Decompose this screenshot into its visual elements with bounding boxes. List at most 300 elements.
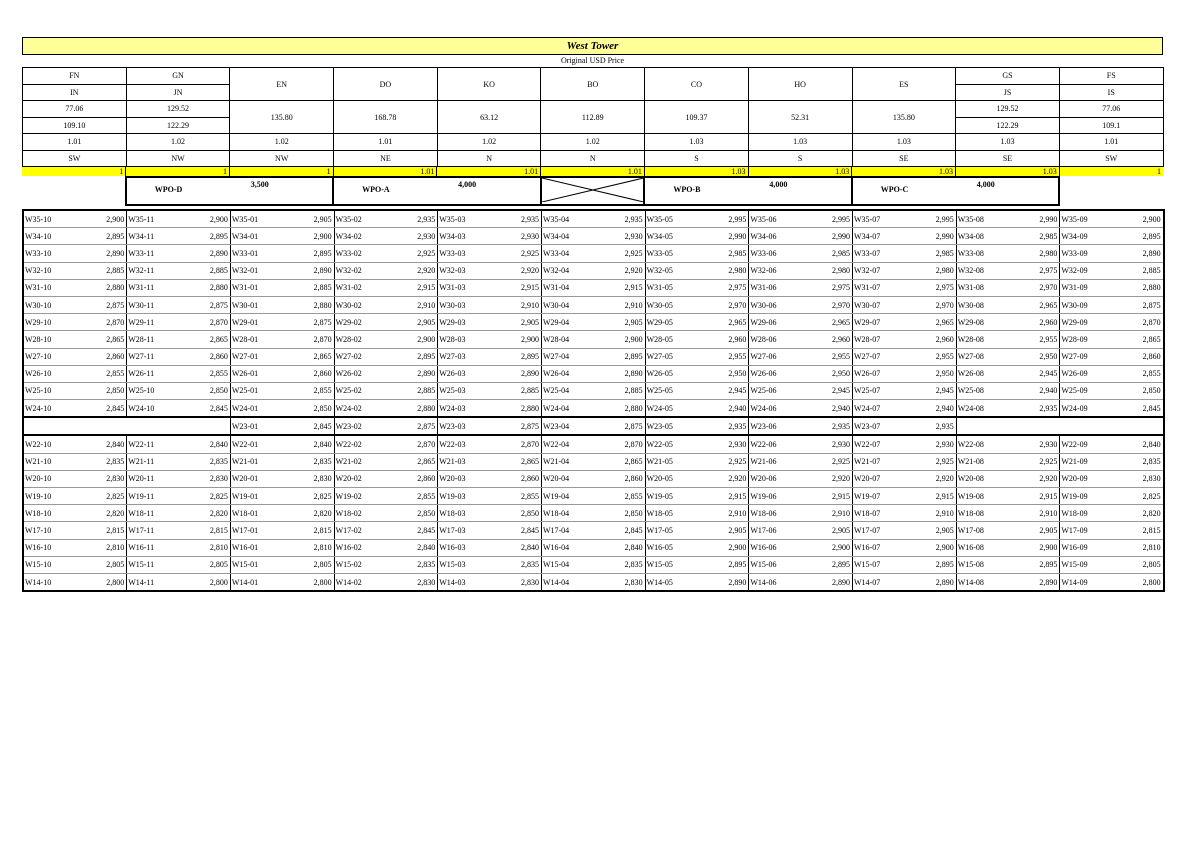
unit-id: W14-11 [127,573,178,591]
wpo-group-value: 3,500 [250,180,269,189]
unit-id: W29-03 [438,314,489,331]
unit-price: 2,855 [74,365,127,382]
unit-price: 2,895 [696,556,749,573]
unit-price: 2,810 [281,539,334,556]
unit-price: 2,800 [1111,573,1164,591]
unit-id: W18-08 [956,505,1007,522]
unit-id: W25-07 [853,382,904,399]
unit-price: 2,840 [1111,435,1164,453]
unit-id: W21-08 [956,453,1007,470]
unit-price: 2,870 [74,314,127,331]
unit-id: W17-07 [853,522,904,539]
unit-price: 2,970 [800,296,853,313]
original-price: 52.31 [748,101,852,134]
original-price-2: 122.29 [956,117,1060,134]
original-price: 109.37 [645,101,749,134]
unit-price: 2,850 [489,505,542,522]
unit-id: W33-04 [541,245,592,262]
orientation: SW [1059,150,1163,167]
unit-price: 2,990 [904,228,957,245]
unit-price: 2,860 [281,365,334,382]
unit-price: 2,910 [800,505,853,522]
unit-price: 2,930 [1007,435,1060,453]
header-table [22,67,1164,167]
unit-price: 2,850 [74,382,127,399]
unit-id: W22-05 [645,435,696,453]
unit-id: W25-05 [645,382,696,399]
unit-id: W15-07 [853,556,904,573]
table-row [23,453,1164,470]
unit-id: W16-06 [749,539,800,556]
unit-id: W15-02 [334,556,385,573]
original-price: 129.52 [956,101,1060,118]
unit-id: W14-01 [230,573,281,591]
unit-id: W20-10 [23,470,74,487]
unit-price: 2,910 [1007,505,1060,522]
unit-price: 2,915 [1007,488,1060,505]
unit-id: W34-02 [334,228,385,245]
unit-price: 2,810 [178,539,231,556]
unit-price: 2,910 [904,505,957,522]
unit-id: W31-07 [853,279,904,296]
price-factor: 1 [22,167,126,176]
unit-price: 2,895 [281,245,334,262]
unit-price: 2,875 [592,417,645,435]
unit-id: W14-07 [853,573,904,591]
unit-id: W22-09 [1060,435,1111,453]
unit-id: W16-08 [956,539,1007,556]
unit-id: W26-08 [956,365,1007,382]
unit-id: W33-06 [749,245,800,262]
unit-id: W16-04 [541,539,592,556]
unit-id: W17-04 [541,522,592,539]
unit-id: W19-09 [1060,488,1111,505]
orientation: NE [334,150,438,167]
unit-price: 2,810 [74,539,127,556]
unit-price: 2,880 [178,279,231,296]
column-subcode: IN [23,84,127,101]
unit-price: 2,875 [74,296,127,313]
unit-id: W28-06 [749,331,800,348]
unit-price: 2,935 [696,417,749,435]
unit-price: 2,825 [178,488,231,505]
unit-price: 2,945 [696,382,749,399]
unit-id: W14-04 [541,573,592,591]
unit-price: 2,870 [489,435,542,453]
unit-price: 2,870 [592,435,645,453]
unit-price: 2,895 [74,228,127,245]
unit-id: W17-11 [127,522,178,539]
unit-price: 2,955 [696,348,749,365]
unit-id: W27-01 [230,348,281,365]
unit-price: 2,885 [178,262,231,279]
unit-price: 2,815 [1111,522,1164,539]
unit-id: W14-03 [438,573,489,591]
unit-price: 2,845 [281,417,334,435]
column-code: GS [956,68,1060,85]
unit-price: 2,815 [281,522,334,539]
original-price-2: 109.1 [1059,117,1163,134]
unit-id: W20-11 [127,470,178,487]
unit-id: W32-07 [853,262,904,279]
unit-price: 2,900 [592,331,645,348]
unit-price: 2,860 [489,470,542,487]
unit-id: W23-05 [645,417,696,435]
unit-id: W19-10 [23,488,74,505]
unit-price: 2,985 [696,245,749,262]
unit-price: 2,895 [178,228,231,245]
unit-price: 2,855 [489,488,542,505]
unit-price: 2,885 [74,262,127,279]
unit-price: 2,900 [800,539,853,556]
unit-price: 2,855 [592,488,645,505]
cross-mark-icon [542,178,644,202]
unit-id: W22-01 [230,435,281,453]
unit-price: 2,830 [385,573,438,591]
unit-price: 2,925 [904,453,957,470]
table-row [23,470,1164,487]
unit-price: 2,875 [385,417,438,435]
column-subcode: JN [126,84,230,101]
table-row [23,210,1164,228]
unit-id: W18-04 [541,505,592,522]
unit-price: 2,905 [489,314,542,331]
view-factor: 1.02 [126,134,230,151]
unit-id: W25-10 [127,382,178,399]
unit-price: 2,935 [1007,400,1060,418]
unit-id: W21-11 [127,453,178,470]
unit-id: W22-11 [127,435,178,453]
unit-price: 2,910 [592,296,645,313]
unit-id: W24-04 [541,400,592,418]
unit-price: 2,830 [592,573,645,591]
unit-id: W22-03 [438,435,489,453]
unit-price: 2,945 [904,382,957,399]
original-price: 112.89 [541,101,645,134]
unit-price: 2,845 [489,522,542,539]
unit-id: W16-10 [23,539,74,556]
unit-id: W17-06 [749,522,800,539]
unit-price: 2,920 [800,470,853,487]
orientation: N [437,150,541,167]
unit-id: W31-04 [541,279,592,296]
unit-price: 2,925 [592,245,645,262]
unit-price: 2,985 [1007,228,1060,245]
unit-price: 2,865 [489,453,542,470]
unit-price: 2,850 [592,505,645,522]
orientation: N [541,150,645,167]
unit-id: W24-07 [853,400,904,418]
unit-price: 2,935 [385,210,438,228]
table-row [23,505,1164,522]
view-factor: 1.01 [23,134,127,151]
unit-price: 2,920 [489,262,542,279]
unit-id: W28-02 [334,331,385,348]
unit-id: W19-02 [334,488,385,505]
unit-price: 2,980 [1007,245,1060,262]
view-factor: 1.02 [230,134,334,151]
unit-price: 2,890 [592,365,645,382]
unit-id: W32-03 [438,262,489,279]
unit-price: 2,885 [385,382,438,399]
unit-id: W35-10 [23,210,74,228]
unit-id: W26-06 [749,365,800,382]
unit-price: 2,845 [74,400,127,418]
unit-price: 2,865 [385,453,438,470]
unit-price: 2,885 [1111,262,1164,279]
unit-price: 2,930 [385,228,438,245]
unit-id: W35-05 [645,210,696,228]
unit-price: 2,855 [385,488,438,505]
unit-id: W32-04 [541,262,592,279]
unit-price: 2,905 [800,522,853,539]
column-code: GN [126,68,230,85]
unit-id: W27-06 [749,348,800,365]
unit-id: W30-03 [438,296,489,313]
unit-price: 2,805 [1111,556,1164,573]
unit-price: 2,835 [489,556,542,573]
unit-id: W28-08 [956,331,1007,348]
unit-id: W23-02 [334,417,385,435]
unit-price: 2,915 [904,488,957,505]
unit-price: 2,905 [385,314,438,331]
unit-price: 2,890 [74,245,127,262]
unit-id: W27-11 [127,348,178,365]
unit-id: W28-01 [230,331,281,348]
original-price-2: 122.29 [126,117,230,134]
price-factor: 1.01 [333,167,437,176]
price-factor: 1.01 [437,167,541,176]
unit-id: W16-01 [230,539,281,556]
unit-id: W17-02 [334,522,385,539]
unit-price: 2,915 [489,279,542,296]
unit-id: W33-10 [23,245,74,262]
unit-price: 2,865 [592,453,645,470]
unit-id: W18-03 [438,505,489,522]
unit-id: W24-10 [127,400,178,418]
wpo-group-name: WPO-C [880,185,909,194]
unit-id: W33-11 [127,245,178,262]
unit-id: W34-03 [438,228,489,245]
unit-id: W25-08 [956,382,1007,399]
unit-id: W29-10 [23,314,74,331]
unit-id: W34-07 [853,228,904,245]
unit-price: 2,865 [74,331,127,348]
unit-price: 2,890 [800,573,853,591]
column-code: KO [437,68,541,101]
unit-id: W32-09 [1060,262,1111,279]
price-factor: 1 [229,167,333,176]
view-factor: 1.01 [334,134,438,151]
unit-id: W26-03 [438,365,489,382]
unit-price: 2,870 [178,314,231,331]
unit-price: 2,895 [904,556,957,573]
unit-price: 2,900 [1111,210,1164,228]
unit-id: W35-11 [127,210,178,228]
wpo-group [852,177,1059,205]
unit-id: W21-03 [438,453,489,470]
unit-price: 2,880 [74,279,127,296]
unit-price: 2,940 [904,400,957,418]
unit-id: W29-08 [956,314,1007,331]
unit-id: W35-09 [1060,210,1111,228]
unit-price: 2,925 [489,245,542,262]
unit-price: 2,950 [696,365,749,382]
unit-id: W33-01 [230,245,281,262]
unit-id: W19-01 [230,488,281,505]
unit-id: W31-01 [230,279,281,296]
unit-price: 2,975 [904,279,957,296]
view-factor: 1.02 [541,134,645,151]
unit-id: W21-05 [645,453,696,470]
unit-id: W33-08 [956,245,1007,262]
unit-price: 2,895 [800,556,853,573]
unit-price: 2,830 [281,470,334,487]
unit-price: 2,860 [178,348,231,365]
unit-id: W17-01 [230,522,281,539]
unit-price: 2,985 [800,245,853,262]
original-price: 135.80 [852,101,956,134]
table-row [23,262,1164,279]
column-code: EN [230,68,334,101]
unit-id: W26-02 [334,365,385,382]
unit-id: W15-04 [541,556,592,573]
unit-id: W24-09 [1060,400,1111,418]
unit-id: W20-04 [541,470,592,487]
unit-price: 2,930 [592,228,645,245]
unit-id: W18-02 [334,505,385,522]
unit-id: W32-02 [334,262,385,279]
unit-id: W19-08 [956,488,1007,505]
unit-price: 2,850 [178,382,231,399]
unit-id: W27-04 [541,348,592,365]
unit-id: W27-10 [23,348,74,365]
column-subcode: JS [956,84,1060,101]
unit-price: 2,905 [281,210,334,228]
unit-price: 2,870 [1111,314,1164,331]
unit-id: W14-09 [1060,573,1111,591]
unit-id: W34-08 [956,228,1007,245]
unit-price: 2,975 [800,279,853,296]
unit-price: 2,960 [696,331,749,348]
unit-price: 2,855 [178,365,231,382]
unit-price: 2,900 [74,210,127,228]
unit-id: W24-03 [438,400,489,418]
unit-price: 2,860 [1111,348,1164,365]
unit-price: 2,885 [592,382,645,399]
unit-id: W31-02 [334,279,385,296]
unit-price: 2,860 [74,348,127,365]
unit-price: 2,830 [74,470,127,487]
unit-price: 2,900 [489,331,542,348]
unit-price: 2,990 [800,228,853,245]
unit-id: W29-09 [1060,314,1111,331]
table-row [23,417,1164,435]
orientation: NW [230,150,334,167]
unit-id: W31-08 [956,279,1007,296]
unit-id: W33-07 [853,245,904,262]
unit-id: W28-03 [438,331,489,348]
unit-id: W29-05 [645,314,696,331]
unit-id: W20-08 [956,470,1007,487]
unit-id: W29-01 [230,314,281,331]
unit-id: W22-04 [541,435,592,453]
unit-id: W35-02 [334,210,385,228]
unit-price: 2,905 [904,522,957,539]
unit-id: W24-05 [645,400,696,418]
unit-price: 2,960 [800,331,853,348]
unit-price: 2,865 [281,348,334,365]
sheet-title: West Tower [22,37,1163,55]
unit-price: 2,800 [178,573,231,591]
unit-id: W22-07 [853,435,904,453]
group-row [22,176,1163,206]
unit-id: W23-07 [853,417,904,435]
unit-price: 2,940 [1007,382,1060,399]
wpo-group-value: 4,000 [458,180,477,189]
unit-id: W18-07 [853,505,904,522]
unit-price: 2,965 [904,314,957,331]
unit-id: W19-05 [645,488,696,505]
unit-price: 2,820 [74,505,127,522]
price-factor: 1.03 [955,167,1059,176]
unit-price: 2,900 [385,331,438,348]
unit-id: W30-01 [230,296,281,313]
unit-price: 2,965 [696,314,749,331]
unit-id: W27-05 [645,348,696,365]
unit-price: 2,930 [696,435,749,453]
unit-id: W14-10 [23,573,74,591]
table-row [23,228,1164,245]
unit-id: W31-05 [645,279,696,296]
unit-price: 2,910 [385,296,438,313]
unit-price: 2,850 [385,505,438,522]
unit-id: W19-07 [853,488,904,505]
unit-price: 2,935 [800,417,853,435]
unit-id: W25-01 [230,382,281,399]
unit-id: W24-10 [23,400,74,418]
unit-id: W27-02 [334,348,385,365]
unit-id: W31-11 [127,279,178,296]
unit-id: W22-08 [956,435,1007,453]
unit-id: W15-01 [230,556,281,573]
unit-price: 2,905 [696,522,749,539]
unit-id: W21-06 [749,453,800,470]
view-factor: 1.01 [1059,134,1163,151]
unit-id: W30-02 [334,296,385,313]
unit-price: 2,830 [489,573,542,591]
unit-price: 2,945 [800,382,853,399]
unit-price: 2,880 [592,400,645,418]
unit-id: W25-06 [749,382,800,399]
orientation: SW [23,150,127,167]
unit-id: W22-06 [749,435,800,453]
unit-id: W29-07 [853,314,904,331]
unit-id: W18-11 [127,505,178,522]
unit-id: W31-10 [23,279,74,296]
wpo-group [644,177,851,205]
unit-id: W15-08 [956,556,1007,573]
unit-id: W25-04 [541,382,592,399]
unit-id: W26-05 [645,365,696,382]
unit-id: W34-09 [1060,228,1111,245]
unit-price: 2,845 [1111,400,1164,418]
price-factor: 1.03 [852,167,956,176]
unit-id: W34-04 [541,228,592,245]
unit-id: W14-05 [645,573,696,591]
unit-id: W14-08 [956,573,1007,591]
unit-price: 2,980 [904,262,957,279]
